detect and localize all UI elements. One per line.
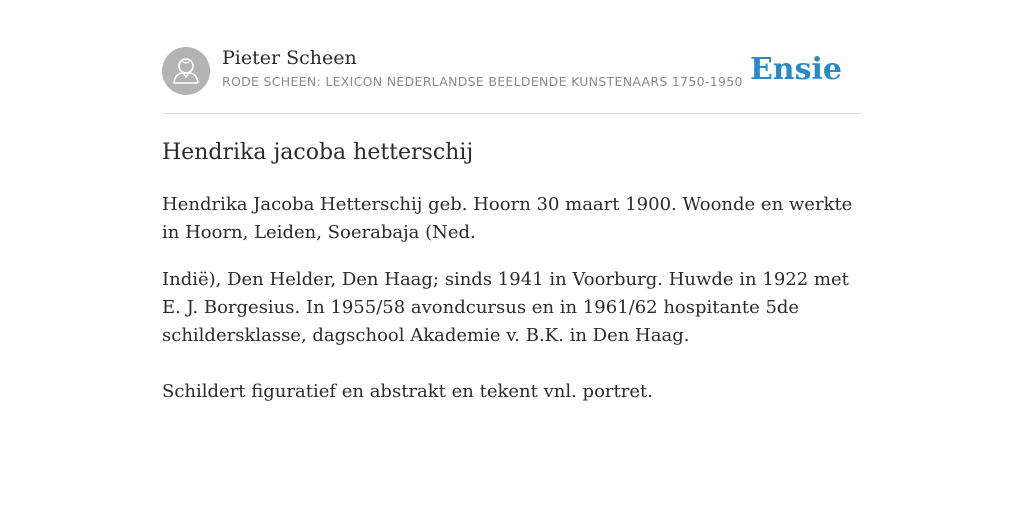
article-card: [162, 46, 862, 402]
article-header: [162, 46, 862, 114]
source-title[interactable]: RODE SCHEEN: LEXICON NEDERLANDSE BEELDENDE KUNSTENAARS 1750-1950: [222, 74, 743, 89]
ensie-logo[interactable]: Ensie: [749, 52, 842, 87]
article-paragraph-1: Hendrika Jacoba Hetterschij geb. Hoorn 30 maart 1900. Woonde en werkte in Hoorn, Leiden, Soerabaja (Ned.: [162, 194, 853, 243]
author-avatar[interactable]: [162, 47, 210, 95]
article-paragraph-2: Indië), Den Helder, Den Haag; sinds 1941 in Voorburg. Huwde in 1922 met E. J. Borgesius. In 1955/58 avondcursus en in 1961/62 hospitante 5de schildersklasse, dagschool Akademie v. B.K. in Den Haag.: [162, 269, 849, 346]
article-body: [162, 191, 862, 406]
author-name[interactable]: Pieter Scheen: [222, 47, 357, 69]
article-title: Hendrika jacoba hetterschij: [162, 140, 474, 165]
article-paragraph-3: Schildert figuratief en abstrakt en tekent vnl. portret.: [162, 381, 653, 402]
user-avatar-icon: [162, 47, 210, 95]
